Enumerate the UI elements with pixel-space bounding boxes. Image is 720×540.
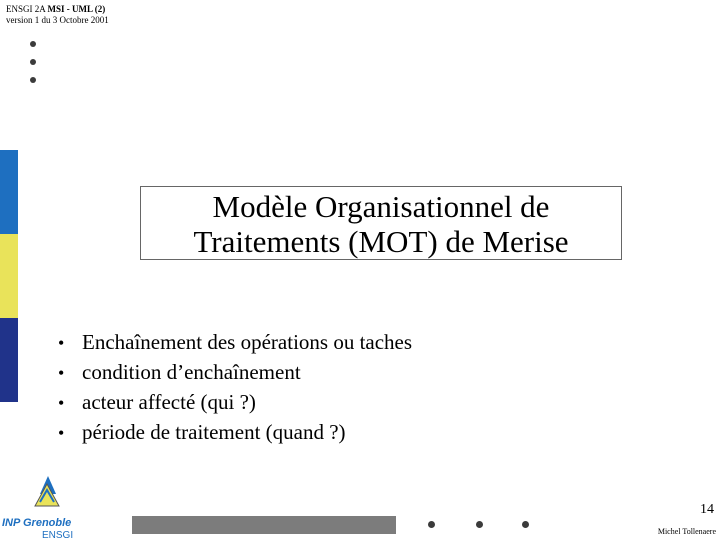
decorative-dot xyxy=(428,521,435,528)
bullet-icon: • xyxy=(58,393,65,413)
slide-title xyxy=(140,186,622,260)
decorative-dot xyxy=(476,521,483,528)
bullet-icon: • xyxy=(58,423,65,443)
decorative-dot xyxy=(30,41,36,47)
decorative-dot xyxy=(30,59,36,65)
slide-header xyxy=(6,4,109,26)
bullet-item xyxy=(58,328,412,358)
side-color-bar-navy xyxy=(0,318,18,402)
slide-title-line-1: Modèle Organisationnel de xyxy=(212,189,550,224)
decorative-dot xyxy=(522,521,529,528)
bullet-text: condition d’enchaînement xyxy=(82,360,301,384)
bullet-item xyxy=(58,388,412,418)
course-title: MSI - UML (2) xyxy=(47,4,106,14)
bullet-icon: • xyxy=(58,363,65,383)
page-number: 14 xyxy=(700,502,714,517)
bullet-icon: • xyxy=(58,333,65,353)
version-label: version 1 du 3 Octobre 2001 xyxy=(6,15,109,25)
side-color-bar-blue xyxy=(0,150,18,234)
inp-grenoble-logo-icon xyxy=(0,472,86,540)
course-prefix: ENSGI 2A xyxy=(6,4,46,14)
slide-title-line-2: Traitements (MOT) de Merise xyxy=(193,224,569,259)
logo-text-bottom: ENSGI xyxy=(42,530,74,540)
author-label: Michel Tollenaere xyxy=(657,527,716,536)
bullet-text: acteur affecté (qui ?) xyxy=(82,390,256,414)
footer-bar xyxy=(132,516,396,534)
bullet-item xyxy=(58,358,412,388)
side-color-bar-yellow xyxy=(0,234,18,318)
bullet-text: période de traitement (quand ?) xyxy=(82,420,346,444)
logo-text-top: INP Grenoble xyxy=(2,517,72,529)
course-label xyxy=(6,4,109,15)
bullet-text: Enchaînement des opérations ou taches xyxy=(82,330,413,354)
bullet-item xyxy=(58,418,412,448)
bullet-list xyxy=(58,328,412,448)
decorative-dot xyxy=(30,77,36,83)
